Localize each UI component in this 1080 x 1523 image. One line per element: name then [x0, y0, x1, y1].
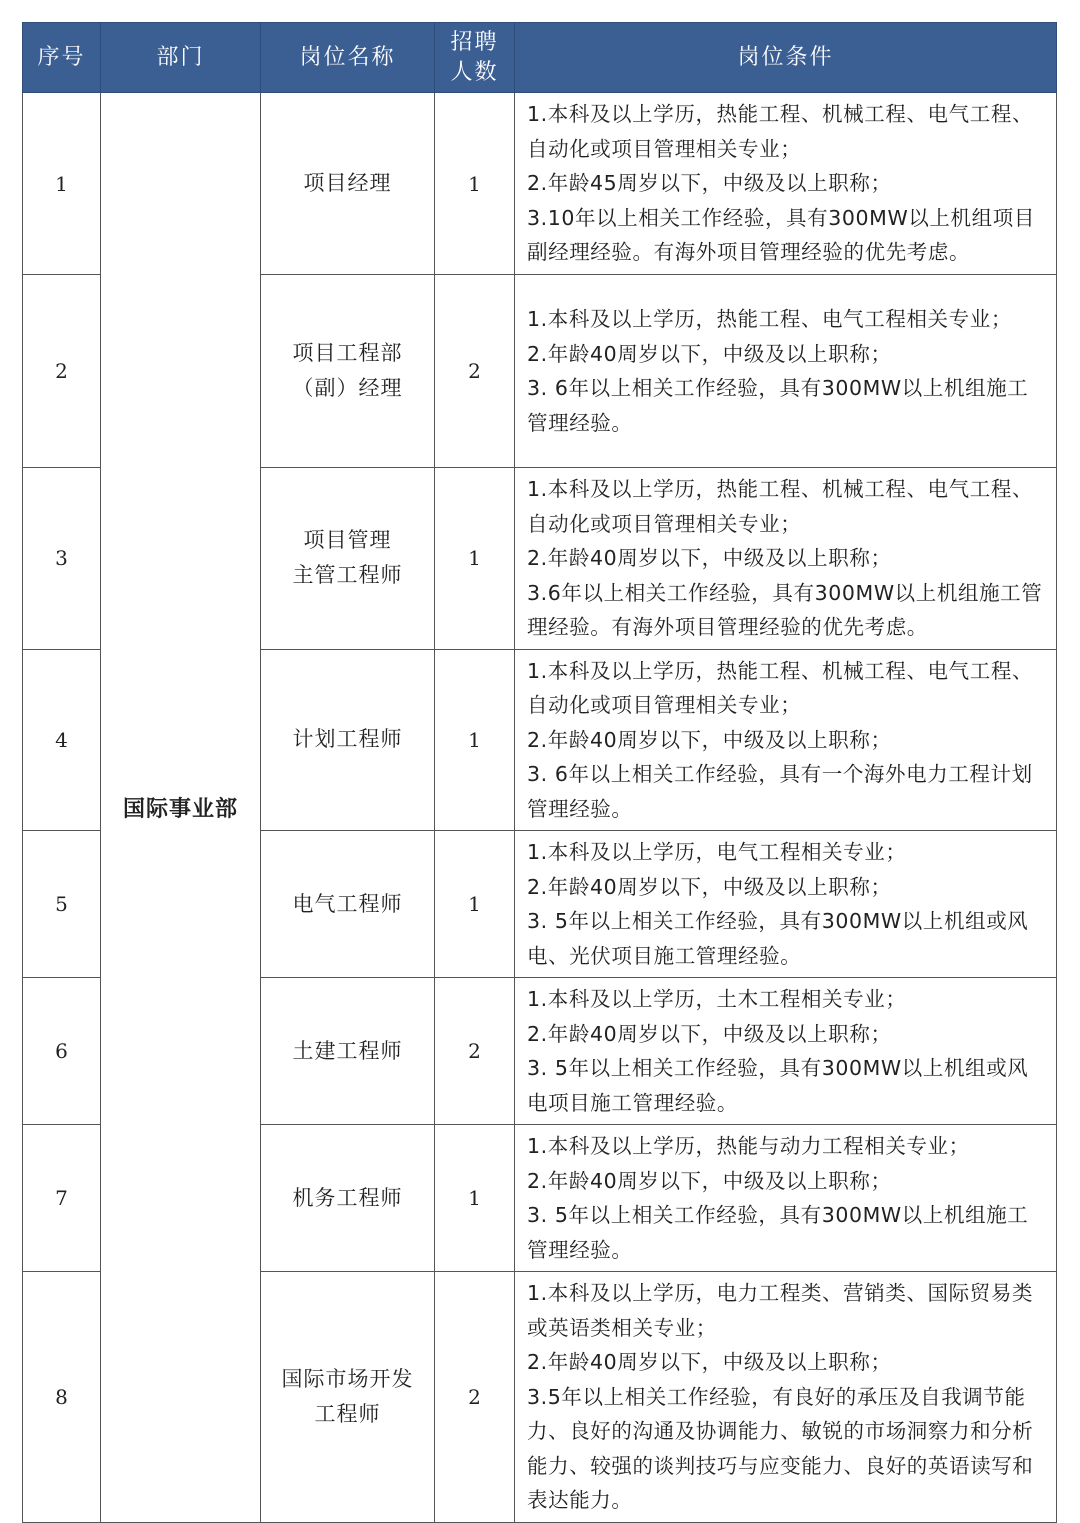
position-title-line: 项目管理 [303, 528, 392, 553]
recruitment-table [22, 22, 1057, 1523]
condition-item: 1.本科及以上学历，热能工程、机械工程、电气工程、自动化或项目管理相关专业； [527, 658, 1034, 717]
condition-item: 3. 5年以上相关工作经验，具有300MW以上机组或风电项目施工管理经验。 [527, 1056, 1029, 1115]
position-conditions [515, 831, 1057, 978]
headcount: 1 [435, 93, 515, 275]
position-title-line: 土建工程师 [292, 1038, 403, 1063]
condition-item: 3. 6年以上相关工作经验，具有300MW以上机组施工管理经验。 [527, 376, 1029, 435]
header-count [435, 23, 515, 93]
condition-item: 3. 5年以上相关工作经验，具有300MW以上机组施工管理经验。 [527, 1203, 1029, 1262]
position-title-line: 国际市场开发 [281, 1366, 414, 1391]
position-title-line: 机务工程师 [292, 1185, 403, 1210]
department-cell: 国际事业部 [101, 93, 261, 1523]
position-title [261, 1125, 435, 1272]
condition-item: 3.10年以上相关工作经验，具有300MW以上机组项目副经理经验。有海外项目管理经验的优先考虑。 [527, 205, 1035, 265]
condition-item: 1.本科及以上学历，热能工程、电气工程相关专业； [527, 307, 1012, 331]
position-title [261, 978, 435, 1125]
position-title [261, 93, 435, 275]
row-number: 1 [23, 93, 101, 275]
headcount: 1 [435, 1125, 515, 1272]
position-title-line: 电气工程师 [292, 891, 403, 916]
condition-item: 1.本科及以上学历，电力工程类、营销类、国际贸易类或英语类相关专业； [527, 1281, 1034, 1340]
headcount: 1 [435, 468, 515, 650]
position-title-line: （副）经理 [292, 376, 403, 400]
row-number: 7 [23, 1125, 101, 1272]
condition-item: 2.年龄40周岁以下，中级及以上职称； [527, 546, 892, 570]
position-title-line: 计划工程师 [292, 727, 403, 752]
row-number: 3 [23, 468, 101, 650]
row-number: 4 [23, 649, 101, 831]
position-conditions [515, 649, 1057, 831]
condition-item: 2.年龄40周岁以下，中级及以上职称； [527, 1168, 892, 1193]
header-title: 岗位名称 [261, 23, 435, 93]
condition-item: 3. 5年以上相关工作经验，具有300MW以上机组或风电、光伏项目施工管理经验。 [527, 909, 1029, 968]
headcount: 2 [435, 978, 515, 1125]
headcount: 1 [435, 649, 515, 831]
table-header-row [23, 23, 1057, 93]
position-title-line: 主管工程师 [292, 563, 403, 588]
condition-item: 1.本科及以上学历，热能工程、机械工程、电气工程、自动化或项目管理相关专业； [527, 477, 1034, 536]
headcount: 1 [435, 831, 515, 978]
condition-item: 3.6年以上相关工作经验，具有300MW以上机组施工管理经验。有海外项目管理经验的优先考虑。 [527, 580, 1043, 639]
header-count-line1: 招聘 [450, 29, 499, 55]
condition-item: 2.年龄40周岁以下，中级及以上职称； [527, 1021, 892, 1046]
condition-item: 2.年龄40周岁以下，中级及以上职称； [527, 727, 892, 752]
condition-item: 1.本科及以上学历，热能工程、机械工程、电气工程、自动化或项目管理相关专业； [527, 102, 1034, 161]
position-title-line: 项目工程部 [292, 341, 403, 365]
condition-item: 2.年龄40周岁以下，中级及以上职称； [527, 874, 892, 899]
headcount: 2 [435, 1272, 515, 1523]
header-dept: 部门 [101, 23, 261, 93]
position-conditions [515, 1272, 1057, 1523]
position-title-line: 工程师 [314, 1401, 381, 1426]
position-title [261, 649, 435, 831]
position-title [261, 275, 435, 468]
position-title-line: 项目经理 [303, 171, 392, 195]
condition-item: 2.年龄45周岁以下，中级及以上职称； [527, 171, 892, 196]
position-conditions [515, 468, 1057, 650]
condition-item: 2.年龄40周岁以下，中级及以上职称； [527, 341, 892, 366]
header-count-line2: 人数 [450, 59, 499, 85]
condition-item: 1.本科及以上学历，热能与动力工程相关专业； [527, 1134, 970, 1158]
table-row [23, 93, 1057, 275]
condition-item: 3.5年以上相关工作经验，有良好的承压及自我调节能力、良好的沟通及协调能力、敏锐的市场洞察力和分析能力、较强的谈判技巧与应变能力、良好的英语读写和表达能力。 [527, 1384, 1034, 1512]
row-number: 8 [23, 1272, 101, 1523]
condition-item: 1.本科及以上学历，土木工程相关专业； [527, 987, 907, 1011]
position-conditions [515, 275, 1057, 468]
row-number: 6 [23, 978, 101, 1125]
position-title [261, 1272, 435, 1523]
position-conditions [515, 978, 1057, 1125]
condition-item: 1.本科及以上学历，电气工程相关专业； [527, 840, 907, 864]
condition-item: 2.年龄40周岁以下，中级及以上职称； [527, 1350, 892, 1374]
headcount: 2 [435, 275, 515, 468]
row-number: 5 [23, 831, 101, 978]
header-no: 序号 [23, 23, 101, 93]
position-title [261, 831, 435, 978]
header-conditions: 岗位条件 [515, 23, 1057, 93]
row-number: 2 [23, 275, 101, 468]
position-title [261, 468, 435, 650]
condition-item: 3. 6年以上相关工作经验，具有一个海外电力工程计划管理经验。 [527, 762, 1033, 821]
position-conditions [515, 1125, 1057, 1272]
position-conditions [515, 93, 1057, 275]
